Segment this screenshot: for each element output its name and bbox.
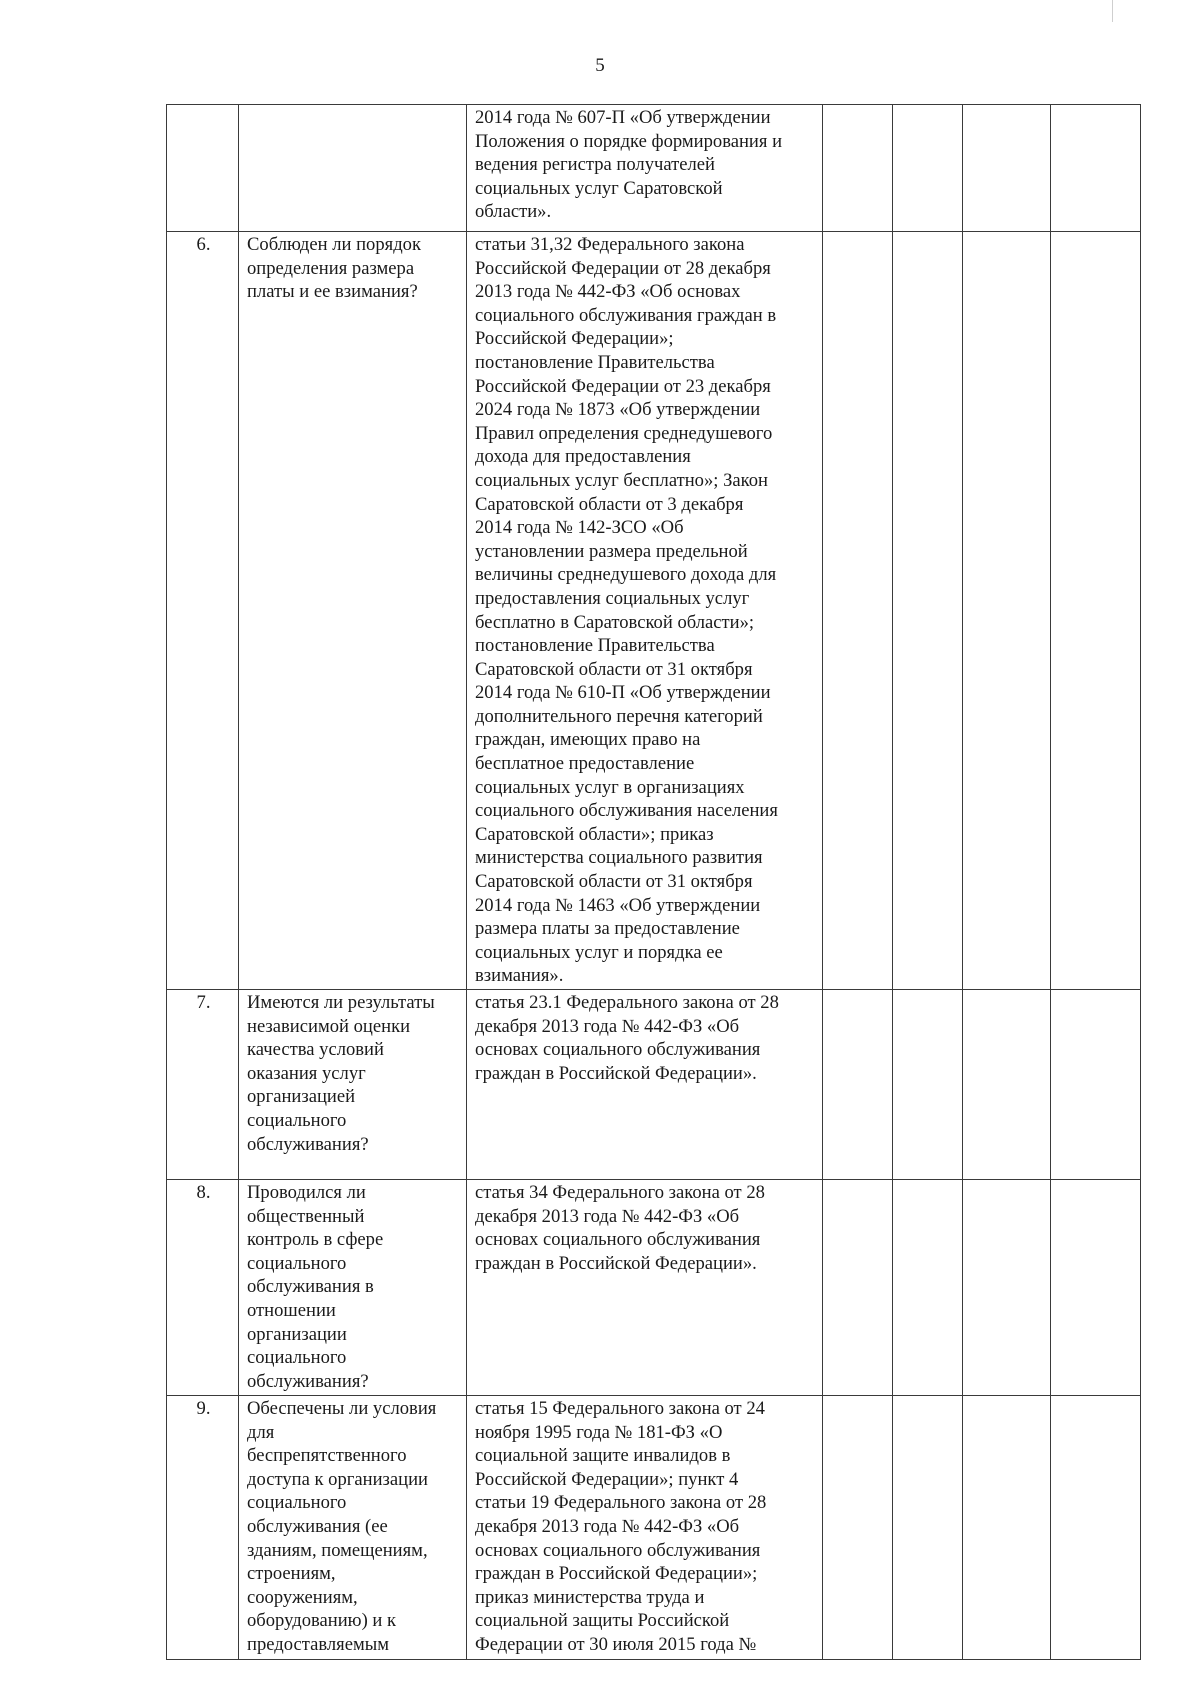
text-line: для — [247, 1421, 275, 1443]
row-number: 9. — [167, 1396, 239, 1660]
answer-yes-cell[interactable] — [823, 105, 893, 232]
checklist-table — [166, 104, 1141, 1660]
text-line: основах социального обслуживания — [475, 1039, 761, 1061]
text-line: социальной защиты Российской — [475, 1610, 730, 1632]
text-line: социального — [247, 1109, 347, 1131]
text-line: обслуживания? — [247, 1370, 369, 1392]
text-line: граждан, имеющих право на — [475, 729, 701, 751]
text-line: обслуживания в — [247, 1276, 374, 1298]
question-cell — [239, 105, 467, 232]
answer-yes-cell[interactable] — [823, 232, 893, 990]
row-number — [167, 105, 239, 232]
answer-no-cell[interactable] — [893, 232, 963, 990]
text-line: оборудованию) и к — [247, 1610, 397, 1632]
text-line: контроль в сфере — [247, 1229, 384, 1251]
text-line: постановление Правительства — [475, 351, 715, 373]
text-line: предоставляемым — [247, 1633, 389, 1655]
text-line: установлении размера предельной — [475, 540, 748, 562]
text-line: 2014 года № 142-ЗСО «Об — [475, 517, 684, 539]
table-row — [167, 105, 1141, 232]
text-line: социального — [247, 1492, 347, 1514]
text-line: зданиям, помещениям, — [247, 1539, 428, 1561]
notes-cell[interactable] — [1051, 105, 1141, 232]
text-line: граждан в Российской Федерации»; — [475, 1563, 758, 1585]
text-line: независимой оценки — [247, 1015, 411, 1037]
text-line: качества условий — [247, 1039, 384, 1061]
text-line: социальных услуг в организациях — [475, 776, 745, 798]
text-line: области». — [475, 201, 552, 223]
text-line: организации — [247, 1323, 347, 1345]
answer-yes-cell[interactable] — [823, 1180, 893, 1396]
legal-basis-cell — [467, 105, 823, 232]
question-cell — [239, 990, 467, 1180]
answer-no-cell[interactable] — [893, 1180, 963, 1396]
text-line: Российской Федерации»; — [475, 328, 674, 350]
text-line: Имеются ли результаты — [247, 992, 435, 1013]
text-line: статьи 19 Федерального закона от 28 — [475, 1492, 767, 1514]
text-line: декабря 2013 года № 442-ФЗ «Об — [475, 1015, 740, 1037]
text-line: социального обслуживания населения — [475, 800, 778, 822]
text-line: Саратовской области»; приказ — [475, 823, 714, 845]
legal-basis-cell — [467, 1396, 823, 1660]
text-line: оказания услуг — [247, 1062, 366, 1084]
notes-cell[interactable] — [1051, 1396, 1141, 1660]
text-line: Обеспечены ли условия — [247, 1398, 437, 1419]
text-line: дохода для предоставления — [475, 446, 691, 468]
not-applicable-cell[interactable] — [963, 1396, 1051, 1660]
text-line: граждан в Российской Федерации». — [475, 1062, 757, 1084]
text-line: декабря 2013 года № 442-ФЗ «Об — [475, 1515, 740, 1537]
text-line: 2014 года № 610-П «Об утверждении — [475, 682, 771, 704]
text-line: ведения регистра получателей — [475, 154, 715, 176]
text-line: платы и ее взимания? — [247, 281, 418, 303]
text-line: обслуживания? — [247, 1133, 369, 1155]
text-line: декабря 2013 года № 442-ФЗ «Об — [475, 1205, 740, 1227]
answer-no-cell[interactable] — [893, 1396, 963, 1660]
notes-cell[interactable] — [1051, 990, 1141, 1180]
text-line: Положения о порядке формирования и — [475, 130, 783, 152]
text-line: социального обслуживания граждан в — [475, 304, 777, 326]
text-line: социального — [247, 1252, 347, 1274]
text-line: Российской Федерации»; пункт 4 — [475, 1468, 739, 1490]
notes-cell[interactable] — [1051, 1180, 1141, 1396]
text-line: 2024 года № 1873 «Об утверждении — [475, 399, 761, 421]
text-line: 2014 года № 1463 «Об утверждении — [475, 894, 761, 916]
not-applicable-cell[interactable] — [963, 232, 1051, 990]
text-line: сооружениям, — [247, 1586, 358, 1608]
text-line: Соблюден ли порядок — [247, 234, 421, 255]
text-line: граждан в Российской Федерации». — [475, 1252, 757, 1274]
table-row — [167, 990, 1141, 1180]
notes-cell[interactable] — [1051, 232, 1141, 990]
row-number: 6. — [167, 232, 239, 990]
text-line: строениям, — [247, 1563, 336, 1585]
text-line: бесплатное предоставление — [475, 753, 695, 775]
legal-basis-cell — [467, 232, 823, 990]
answer-yes-cell[interactable] — [823, 990, 893, 1180]
text-line: социального — [247, 1347, 347, 1369]
table-row — [167, 1396, 1141, 1660]
text-line: организацией — [247, 1086, 356, 1108]
question-cell — [239, 232, 467, 990]
text-line: размера платы за предоставление — [475, 918, 740, 940]
question-cell — [239, 1180, 467, 1396]
text-line: социальных услуг Саратовской — [475, 177, 723, 199]
text-line: основах социального обслуживания — [475, 1539, 761, 1561]
text-line: Российской Федерации от 28 декабря — [475, 257, 771, 279]
text-line: 2014 года № 607-П «Об утверждении — [475, 107, 771, 128]
text-line: статьи 31,32 Федерального закона — [475, 234, 745, 255]
text-line: доступа к организации — [247, 1468, 429, 1490]
text-line: Федерации от 30 июля 2015 года № — [475, 1633, 757, 1655]
answer-no-cell[interactable] — [893, 990, 963, 1180]
row-number: 7. — [167, 990, 239, 1180]
text-line: постановление Правительства — [475, 635, 715, 657]
text-line: отношении — [247, 1299, 336, 1321]
text-line: ноября 1995 года № 181-ФЗ «О — [475, 1421, 723, 1443]
legal-basis-cell — [467, 990, 823, 1180]
text-line: Российской Федерации от 23 декабря — [475, 375, 771, 397]
text-line: приказ министерства труда и — [475, 1586, 705, 1608]
page-number: 5 — [595, 55, 605, 76]
text-line: беспрепятственного — [247, 1445, 407, 1467]
text-line: бесплатно в Саратовской области»; — [475, 611, 755, 633]
text-line: Саратовской области от 3 декабря — [475, 493, 744, 515]
not-applicable-cell[interactable] — [963, 105, 1051, 232]
text-line: взимания». — [475, 965, 564, 987]
not-applicable-cell[interactable] — [963, 990, 1051, 1180]
text-line: предоставления социальных услуг — [475, 587, 750, 609]
text-line: социальных услуг бесплатно»; Закон — [475, 469, 768, 491]
answer-yes-cell[interactable] — [823, 1396, 893, 1660]
not-applicable-cell[interactable] — [963, 1180, 1051, 1396]
text-line: величины среднедушевого дохода для — [475, 564, 777, 586]
text-line: статья 34 Федерального закона от 28 — [475, 1182, 765, 1203]
table-row — [167, 232, 1141, 990]
answer-no-cell[interactable] — [893, 105, 963, 232]
row-number: 8. — [167, 1180, 239, 1396]
text-line: общественный — [247, 1205, 365, 1227]
text-line: дополнительного перечня категорий — [475, 705, 763, 727]
text-line: статья 15 Федерального закона от 24 — [475, 1398, 765, 1419]
text-line: Правил определения среднедушевого — [475, 422, 773, 444]
legal-basis-cell — [467, 1180, 823, 1396]
text-line: Саратовской области от 31 октября — [475, 871, 753, 893]
text-line: определения размера — [247, 257, 415, 279]
text-line: 2013 года № 442-ФЗ «Об основах — [475, 281, 741, 303]
scan-edge-mark — [1112, 0, 1113, 22]
table-row — [167, 1180, 1141, 1396]
question-cell — [239, 1396, 467, 1660]
text-line: Проводился ли — [247, 1182, 366, 1203]
text-line: основах социального обслуживания — [475, 1229, 761, 1251]
text-line: статья 23.1 Федерального закона от 28 — [475, 992, 779, 1013]
text-line: министерства социального развития — [475, 847, 763, 869]
text-line: Саратовской области от 31 октября — [475, 658, 753, 680]
text-line: социальных услуг и порядка ее — [475, 941, 723, 963]
text-line: социальной защите инвалидов в — [475, 1445, 731, 1467]
text-line: обслуживания (ее — [247, 1515, 388, 1537]
